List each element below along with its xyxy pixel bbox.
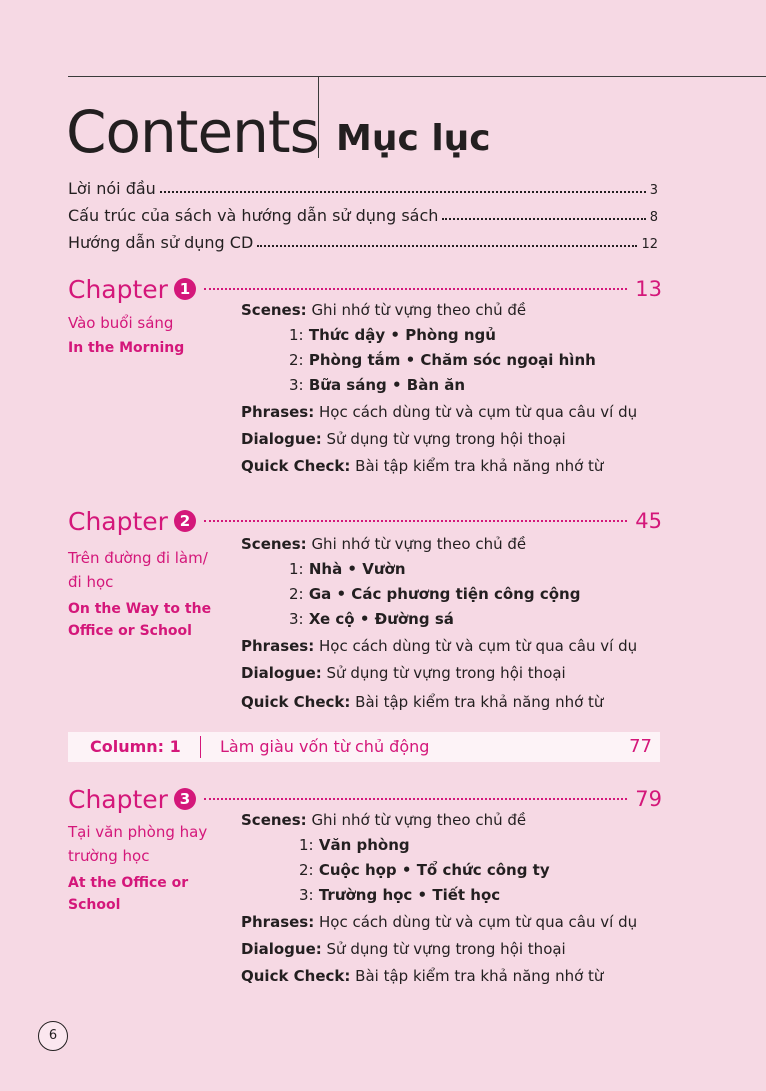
chapter-word: Chapter	[68, 784, 168, 814]
scenes-row	[241, 298, 637, 323]
scene-item	[289, 348, 637, 373]
toc-entry-label: Cấu trúc của sách và hướng dẫn sử dụng sách	[68, 206, 439, 225]
chapter-titles-1	[68, 311, 238, 359]
page-title-vi: Mục lục	[336, 118, 491, 159]
scene-num: 3:	[299, 886, 314, 904]
toc-entry[interactable]	[68, 203, 658, 225]
scene-num: 1:	[289, 560, 304, 578]
dot-leader	[160, 191, 646, 193]
quick-check-label: Quick Check:	[241, 967, 351, 985]
scenes-row	[241, 532, 637, 557]
scene-item	[289, 323, 637, 348]
quick-check-row	[241, 964, 637, 989]
column-divider	[200, 736, 201, 758]
scene-text: Phòng tắm • Chăm sóc ngoại hình	[308, 351, 596, 369]
scenes-text: Ghi nhớ từ vựng theo chủ đề	[311, 811, 527, 829]
quick-check-row	[241, 454, 637, 479]
scene-text: Thức dậy • Phòng ngủ	[308, 326, 496, 344]
chapter-vi-title: Vào buổi sáng	[68, 314, 174, 332]
scene-num: 3:	[289, 376, 304, 394]
scene-text: Xe cộ • Đường sá	[308, 610, 454, 628]
chapter-en-title: In the Morning	[68, 340, 185, 356]
chapter-vi-title: Trên đường đi làm/	[68, 549, 208, 567]
scene-item	[299, 858, 637, 883]
scene-item	[289, 373, 637, 398]
column-page: 77	[629, 736, 652, 757]
column-label: Column: 1	[90, 737, 181, 756]
chapter-details-3	[241, 808, 637, 989]
scene-text: Trường học • Tiết học	[318, 886, 501, 904]
toc-entry-page: 8	[649, 210, 658, 225]
chapter-page: 45	[635, 509, 662, 533]
dialogue-text: Sử dụng từ vựng trong hội thoại	[326, 940, 566, 958]
quick-check-text: Bài tập kiểm tra khả năng nhớ từ	[355, 967, 604, 985]
phrases-text: Học cách dùng từ và cụm từ qua câu ví dụ	[319, 913, 638, 931]
scene-item	[289, 582, 637, 607]
dot-leader	[442, 218, 645, 220]
chapter-page: 79	[635, 787, 662, 811]
dialogue-row	[241, 661, 637, 686]
chapter-titles-3	[68, 820, 243, 916]
chapter-page: 13	[635, 277, 662, 301]
scenes-label: Scenes:	[241, 301, 307, 319]
front-matter-list	[68, 176, 658, 252]
dialogue-label: Dialogue:	[241, 430, 322, 448]
chapter-en-title: At the Office or School	[68, 875, 189, 913]
scene-num: 2:	[289, 351, 304, 369]
toc-entry-label: Hướng dẫn sử dụng CD	[68, 233, 254, 252]
scene-text: Nhà • Vườn	[308, 560, 406, 578]
phrases-text: Học cách dùng từ và cụm từ qua câu ví dụ	[319, 403, 638, 421]
chapter-number-badge: 1	[174, 278, 196, 300]
phrases-label: Phrases:	[241, 637, 315, 655]
scene-item	[299, 883, 637, 908]
quick-check-label: Quick Check:	[241, 457, 351, 475]
scene-item	[299, 833, 637, 858]
chapter-vi-title: đi học	[68, 573, 114, 591]
dot-leader	[204, 798, 627, 800]
scenes-label: Scenes:	[241, 811, 307, 829]
scene-text: Bữa sáng • Bàn ăn	[308, 376, 466, 394]
toc-entry-page: 12	[641, 237, 658, 252]
dot-leader	[257, 245, 637, 247]
page-title-en: Contents	[66, 98, 319, 166]
phrases-label: Phrases:	[241, 403, 315, 421]
phrases-label: Phrases:	[241, 913, 315, 931]
page-number: 6	[38, 1021, 68, 1051]
phrases-row	[241, 910, 637, 935]
dialogue-text: Sử dụng từ vựng trong hội thoại	[326, 430, 566, 448]
dialogue-row	[241, 427, 637, 452]
scene-text: Cuộc họp • Tổ chức công ty	[318, 861, 550, 879]
scene-num: 1:	[299, 836, 314, 854]
top-rule	[68, 76, 766, 77]
chapter-details-2	[241, 532, 637, 715]
dialogue-label: Dialogue:	[241, 664, 322, 682]
scene-num: 1:	[289, 326, 304, 344]
scene-text: Văn phòng	[318, 836, 410, 854]
scenes-text: Ghi nhớ từ vựng theo chủ đề	[311, 535, 527, 553]
scene-num: 2:	[289, 585, 304, 603]
quick-check-label: Quick Check:	[241, 693, 351, 711]
chapter-word: Chapter	[68, 506, 168, 536]
scenes-text: Ghi nhớ từ vựng theo chủ đề	[311, 301, 527, 319]
scene-item	[289, 607, 637, 632]
chapter-vi-title: trường học	[68, 847, 150, 865]
toc-entry-page: 3	[649, 183, 658, 198]
dialogue-label: Dialogue:	[241, 940, 322, 958]
chapter-number-badge: 2	[174, 510, 196, 532]
chapter-number-badge: 3	[174, 788, 196, 810]
toc-entry-label: Lời nói đầu	[68, 179, 156, 198]
scenes-row	[241, 808, 637, 833]
scene-num: 2:	[299, 861, 314, 879]
column-title: Làm giàu vốn từ chủ động	[220, 737, 430, 756]
chapter-en-title: Office or School	[68, 623, 192, 639]
quick-check-text: Bài tập kiểm tra khả năng nhớ từ	[355, 693, 604, 711]
scene-text: Ga • Các phương tiện công cộng	[308, 585, 581, 603]
dialogue-row	[241, 937, 637, 962]
chapter-vi-title: Tại văn phòng hay	[68, 823, 208, 841]
column-entry[interactable]	[68, 732, 660, 762]
dot-leader	[204, 520, 627, 522]
scene-item	[289, 557, 637, 582]
scene-num: 3:	[289, 610, 304, 628]
chapter-details-1	[241, 298, 637, 479]
toc-entry[interactable]	[68, 230, 658, 252]
chapter-word: Chapter	[68, 274, 168, 304]
phrases-text: Học cách dùng từ và cụm từ qua câu ví dụ	[319, 637, 638, 655]
phrases-row	[241, 634, 637, 659]
chapter-titles-2	[68, 546, 238, 642]
phrases-row	[241, 400, 637, 425]
chapter-en-title: On the Way to the	[68, 601, 212, 617]
scenes-label: Scenes:	[241, 535, 307, 553]
dot-leader	[204, 288, 627, 290]
dialogue-text: Sử dụng từ vựng trong hội thoại	[326, 664, 566, 682]
quick-check-row	[241, 690, 637, 715]
toc-entry[interactable]	[68, 176, 658, 198]
quick-check-text: Bài tập kiểm tra khả năng nhớ từ	[355, 457, 604, 475]
